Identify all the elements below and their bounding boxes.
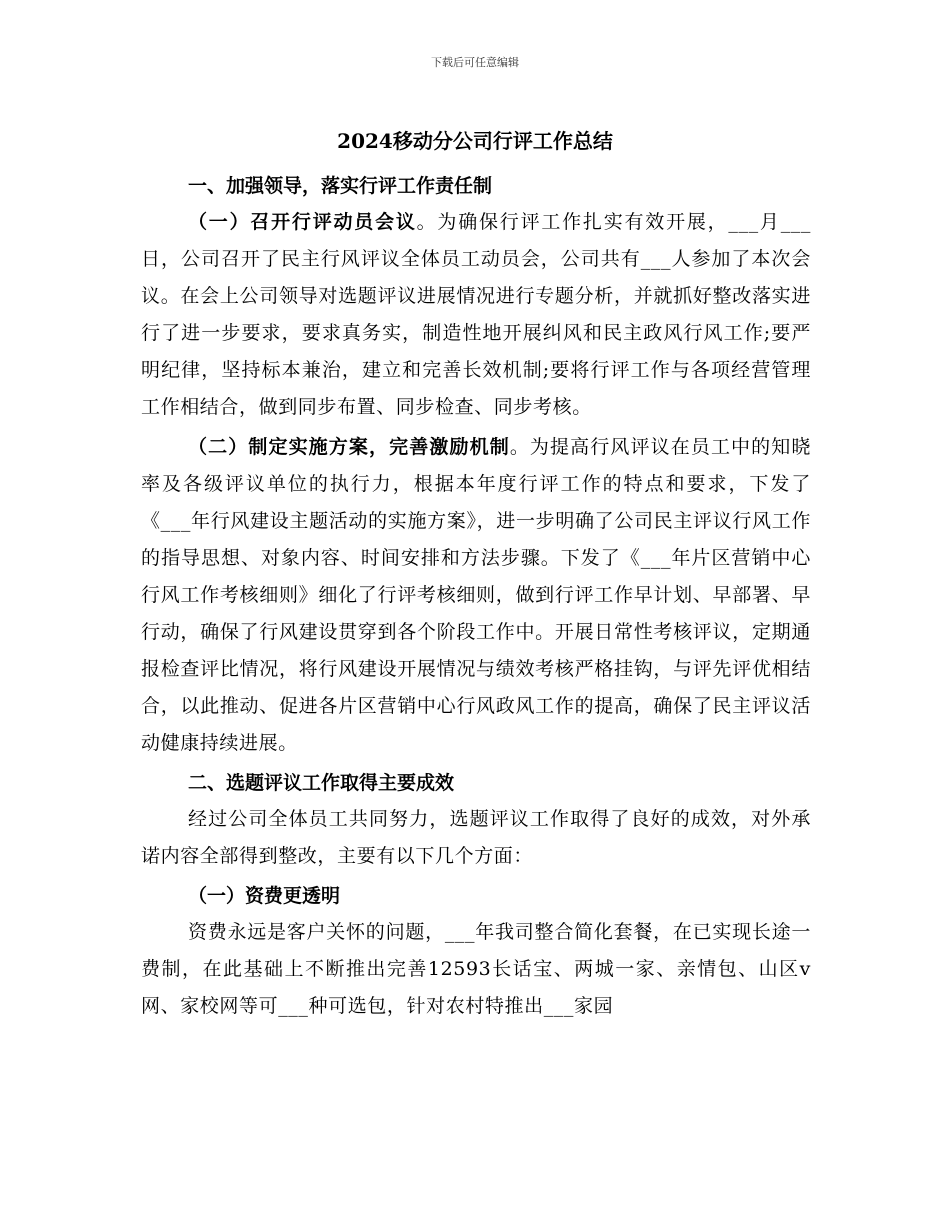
- paragraph-1-lead: （一）召开行评动员会议: [188, 211, 417, 233]
- paragraph-4: 资费永远是客户关怀的问题，___年我司整合简化套餐，在已实现长途一费制，在此基础上不断推出完善12593长话宝、两城一家、亲情包、山区v网、家校网等可___种可选包，针对农村特推出___家园: [141, 921, 811, 1017]
- document-title: 2024移动分公司行评工作总结: [337, 129, 613, 153]
- paragraph-3: 经过公司全体员工共同努力，选题评议工作取得了良好的成效，对外承诺内容全部得到整改，主要有以下几个方面：: [141, 808, 811, 867]
- paragraph-1: [141, 204, 811, 426]
- paragraph-1-body: 。为确保行评工作扎实有效开展，___月___日，公司召开了民主行风评议全体员工动员会，公司共有___人参加了本次会议。在会上公司领导对选题评议进展情况进行专题分析，并就抓好整改落实进行了进一步要求，要求真务实，制造性地开展纠风和民主政风行风工作;要严明纪律，坚持标本兼治，建立和完善长效机制;要将行评工作与各项经营管理工作相结合，做到同步布置、同步检查、同步考核。: [141, 211, 811, 418]
- document-body: [141, 168, 811, 1028]
- subsection-heading: （一）资费更透明: [188, 885, 341, 907]
- paragraph-2-lead: （二）制定实施方案，完善激励机制: [188, 436, 510, 458]
- header-note: 下载后可任意编辑: [431, 56, 519, 69]
- section-heading-2: 二、选题评议工作取得主要成效: [188, 772, 455, 794]
- section-heading-1: 一、加强领导，落实行评工作责任制: [188, 175, 493, 197]
- paragraph-2-body: 。为提高行风评议在员工中的知晓率及各级评议单位的执行力，根据本年度行评工作的特点和要求，下发了《___年行风建设主题活动的实施方案》，进一步明确了公司民主评议行风工作的指导思想、对象内容、时间安排和方法步骤。下发了《___年片区营销中心行风工作考核细则》细化了行评考核细则，做到行评工作早计划、早部署、早行动，确保了行风建设贯穿到各个阶段工作中。开展日常性考核评议，定期通报检查评比情况，将行风建设开展情况与绩效考核严格挂钩，与评先评优相结合，以此推动、促进各片区营销中心行风政风工作的提高，确保了民主评议活动健康持续进展。: [141, 436, 811, 754]
- paragraph-2: [141, 429, 811, 762]
